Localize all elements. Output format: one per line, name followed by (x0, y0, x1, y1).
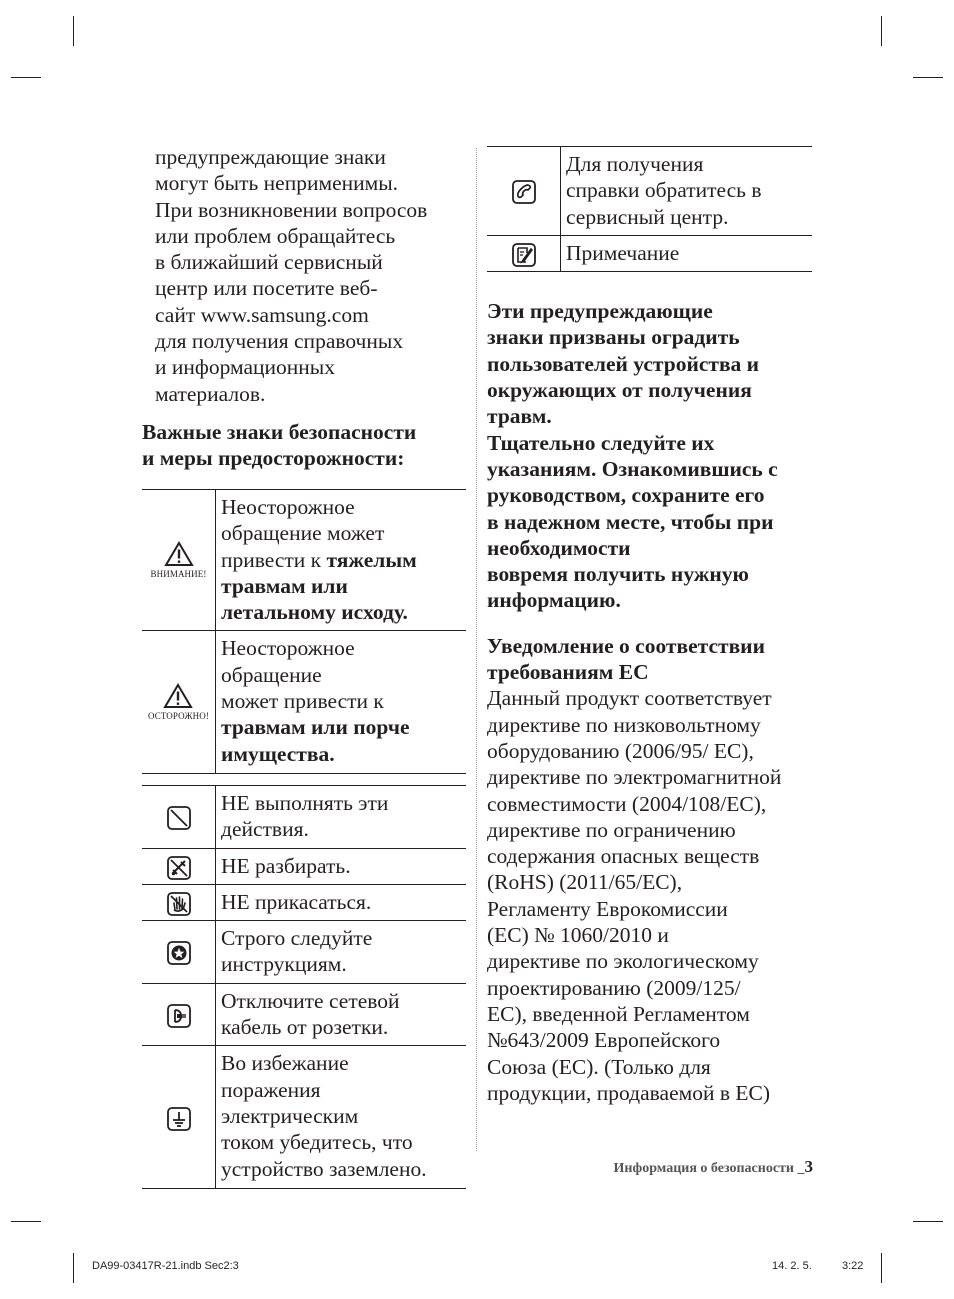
text-line: током убедитесь, что (221, 1130, 413, 1155)
text-line: указаниям. Ознакомившись с (487, 456, 778, 481)
text-line: устройство заземлено. (221, 1156, 427, 1181)
text-line: совместимости (2004/108/EC), (487, 791, 767, 816)
symbol-text (216, 921, 467, 984)
bold-text: имущества. (221, 741, 335, 766)
caution-icon-cell (142, 631, 216, 773)
gap-cell (142, 773, 216, 785)
symbol-text (216, 848, 467, 884)
intro-line: в ближайший сервисный (155, 250, 383, 275)
title-line: требованиям ЕС (487, 660, 649, 685)
intro-line: для получения справочных (155, 329, 404, 354)
intro-line: могут быть неприменимы. (155, 171, 399, 196)
text-line: электрическим (221, 1103, 359, 1128)
text-line: пользователей устройства и (487, 351, 760, 376)
intro-line: материалов. (155, 381, 266, 406)
disassemble-icon-cell (142, 848, 216, 884)
intro-line: При возникновении вопросов (155, 197, 428, 222)
symbol-text (216, 1046, 467, 1188)
symbol-row (142, 884, 466, 920)
print-slug-time: 3:22 (842, 1260, 864, 1272)
left-column (142, 144, 467, 1189)
caution-label: ОСТОРОЖНО! (148, 711, 209, 722)
follow-instructions-icon (167, 941, 191, 965)
text-line: травм. (487, 404, 552, 429)
unplug-icon (167, 1004, 191, 1028)
text-line: обращение может (221, 521, 385, 546)
bold-text: летальному исходу. (221, 600, 408, 625)
phone-icon-cell (487, 147, 561, 236)
text-line: директиве по электромагнитной (487, 765, 782, 790)
crop-mark (913, 77, 943, 78)
text-line: может привести к (221, 689, 384, 714)
warning-triangle-icon (164, 541, 194, 567)
touch-icon-cell (142, 884, 216, 920)
text-line: №643/2009 Европейского (487, 1028, 721, 1053)
text-line: Неосторожное (221, 494, 355, 519)
symbol-row (487, 147, 812, 236)
text-line: кабель от розетки. (221, 1015, 389, 1040)
text-line: действия. (221, 817, 309, 842)
text-line: содержания опасных веществ (487, 844, 760, 869)
note-icon (512, 243, 536, 267)
warning-text (216, 489, 467, 630)
text-line: в надежном месте, чтобы при (487, 509, 774, 534)
ground-icon-cell (142, 1046, 216, 1188)
text-line: необходимости (487, 535, 631, 560)
text-line: сервисный центр. (566, 204, 729, 229)
service-table (487, 146, 812, 272)
intro-line: центр или посетите веб- (155, 276, 378, 301)
crop-mark (73, 1253, 74, 1283)
print-slug-file: DA99-03417R-21.indb Sec2:3 (92, 1260, 239, 1272)
print-slug-date: 14. 2. 5. (772, 1260, 812, 1272)
intro-paragraph (155, 144, 467, 407)
title-line: Важные знаки безопасности (142, 419, 417, 444)
crop-mark (11, 77, 41, 78)
text-line: знаки призваны оградить (487, 325, 740, 350)
title-line: и меры предосторожности: (142, 446, 405, 471)
table-gap (142, 773, 466, 785)
symbol-text (561, 235, 813, 271)
safety-notice-paragraph (487, 298, 813, 614)
text-line: НЕ выполнять эти (221, 790, 389, 815)
column-divider (476, 148, 477, 1151)
intro-line: предупреждающие знаки (155, 145, 386, 169)
symbol-text (216, 884, 467, 920)
symbol-row (142, 921, 466, 984)
crop-mark (11, 1221, 41, 1222)
ec-compliance-body (487, 685, 813, 1106)
text-line: Отключите сетевой (221, 988, 400, 1013)
crop-mark (881, 1253, 882, 1283)
warning-row (142, 489, 466, 630)
text-line: директиве по низковольтному (487, 712, 761, 737)
unplug-icon-cell (142, 983, 216, 1046)
text-line: Регламенту Еврокомиссии (487, 896, 728, 921)
warning-icon-cell (142, 489, 216, 630)
text-line: вовремя получить нужную (487, 562, 749, 587)
symbol-text (561, 147, 813, 236)
intro-line: и информационных (155, 355, 335, 380)
ec-compliance-title (487, 633, 813, 686)
crop-mark (73, 16, 74, 46)
note-icon-cell (487, 235, 561, 271)
gap-cell (216, 773, 467, 785)
text-line: привести к (221, 547, 327, 572)
crop-mark (913, 1221, 943, 1222)
do-not-disassemble-icon (167, 856, 191, 880)
footer-section-title: Информация о безопасности _ (613, 1161, 805, 1176)
text-line: директиве по ограничению (487, 817, 736, 842)
text-line: Эти предупреждающие (487, 299, 713, 324)
text-line: Примечание (566, 240, 680, 265)
text-line: поражения (221, 1077, 321, 1102)
text-line: окружающих от получения (487, 378, 752, 403)
text-line: (RoHS) (2011/65/EC), (487, 870, 683, 895)
ground-icon (167, 1107, 191, 1131)
warning-table (142, 489, 466, 1189)
do-not-touch-icon (167, 892, 191, 916)
text-line: НЕ прикасаться. (221, 889, 372, 914)
text-line: продукции, продаваемой в EC) (487, 1080, 771, 1105)
intro-line: сайт www.samsung.com (155, 302, 369, 327)
caution-text (216, 631, 467, 773)
symbol-row (142, 983, 466, 1046)
safety-section-title (142, 419, 467, 472)
text-line: Тщательно следуйте их (487, 430, 715, 455)
symbol-row (487, 235, 812, 271)
text-line: Неосторожное (221, 636, 355, 661)
symbol-text (216, 983, 467, 1046)
text-line: обращение (221, 662, 322, 687)
page-footer (614, 1157, 813, 1177)
warning-label: ВНИМАНИЕ! (150, 569, 207, 580)
text-line: руководством, сохраните его (487, 483, 765, 508)
text-line: Союза (EC). (Только для (487, 1054, 711, 1079)
text-line: оборудованию (2006/95/ EC), (487, 738, 754, 763)
text-line: Данный продукт соответствует (487, 686, 772, 711)
text-line: инструкциям. (221, 952, 347, 977)
intro-line: или проблем обращайтесь (155, 223, 396, 248)
page-number: 3 (804, 1157, 813, 1176)
text-line: информацию. (487, 588, 621, 613)
text-line: EC), введенной Регламентом (487, 1001, 750, 1026)
text-line: Для получения (566, 152, 704, 176)
text-line: директиве по экологическому (487, 949, 759, 974)
right-column (487, 146, 813, 1106)
crop-mark (881, 16, 882, 46)
prohibited-icon (167, 806, 191, 830)
bold-text: тяжелым (326, 547, 417, 572)
text-line: проектированию (2009/125/ (487, 975, 741, 1000)
caution-triangle-icon (163, 683, 193, 709)
text-line: НЕ разбирать. (221, 853, 351, 878)
phone-icon (512, 180, 536, 204)
text-line: (EC) № 1060/2010 и (487, 923, 669, 948)
text-line: справки обратитесь в (566, 178, 762, 203)
text-line: Во избежание (221, 1051, 349, 1076)
bold-text: травмам или порче (221, 715, 410, 740)
caution-row (142, 631, 466, 773)
title-line: Уведомление о соответствии (487, 633, 765, 658)
bold-text: травмам или (221, 573, 348, 598)
symbol-row (142, 848, 466, 884)
text-line: Строго следуйте (221, 926, 373, 951)
symbol-text (216, 785, 467, 848)
follow-icon-cell (142, 921, 216, 984)
prohibited-icon-cell (142, 785, 216, 848)
symbol-row (142, 1046, 466, 1188)
symbol-row (142, 785, 466, 848)
